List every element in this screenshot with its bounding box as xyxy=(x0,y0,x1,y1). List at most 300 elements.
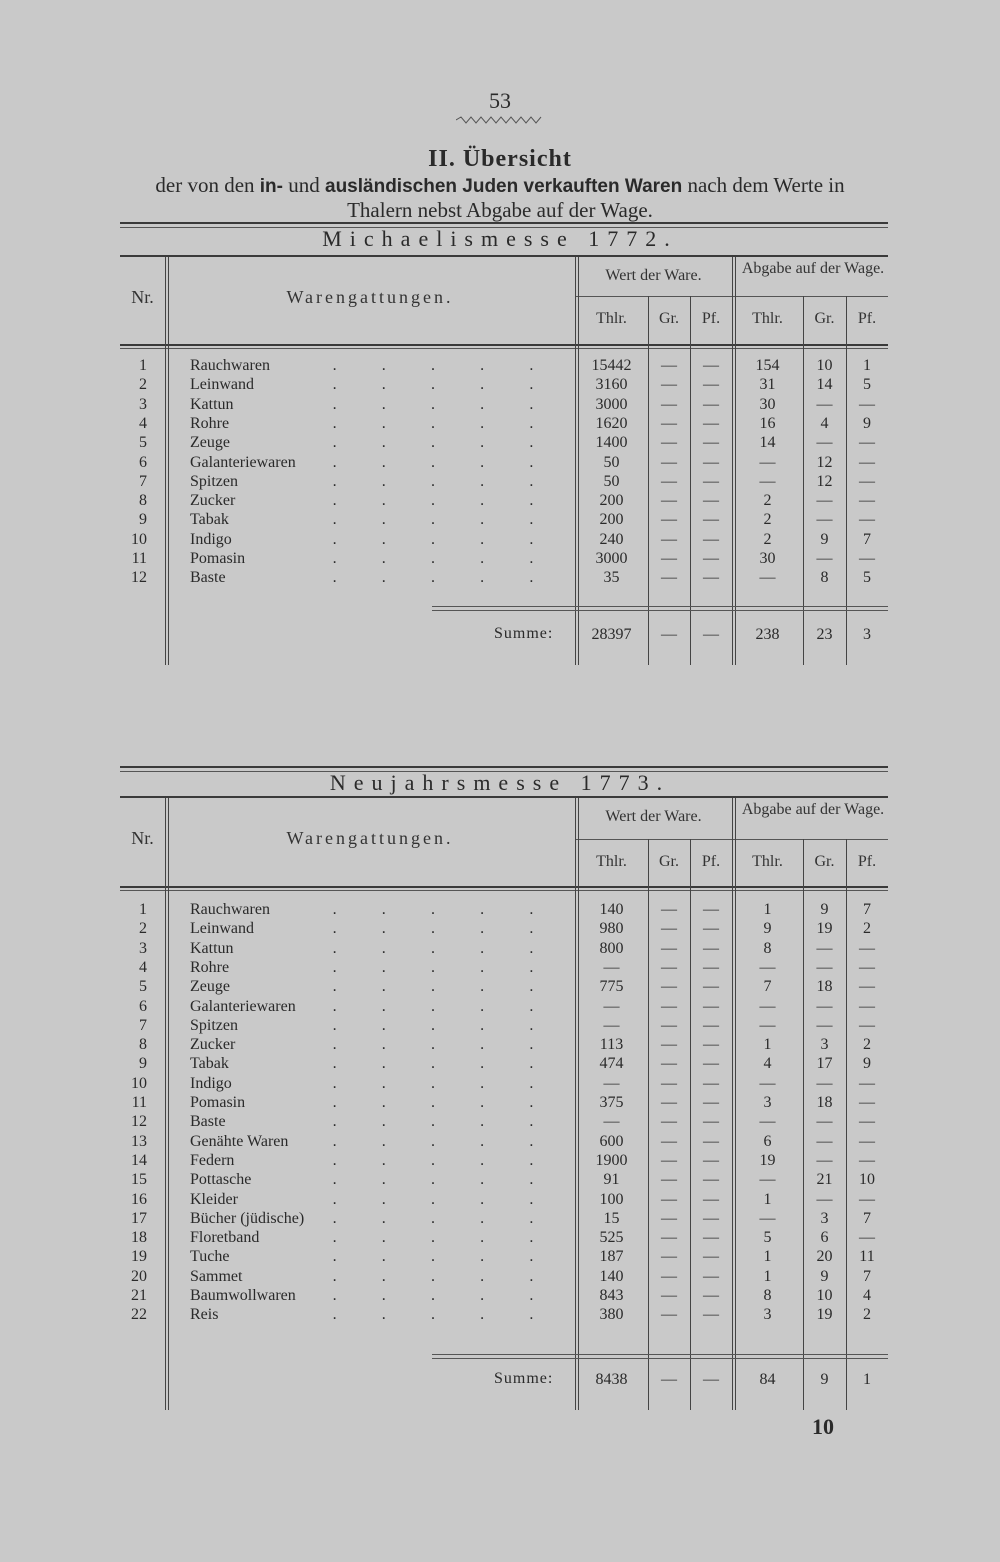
cell-abgabe-thlr: — xyxy=(759,569,776,587)
item-name: Baumwollwaren xyxy=(190,1287,296,1304)
cell-abgabe-thlr: 2 xyxy=(763,511,772,529)
header-top-rule xyxy=(120,796,888,798)
row-number: 1 xyxy=(139,357,147,374)
cell-wert-pf: — xyxy=(703,939,719,957)
cell-abgabe-thlr: 154 xyxy=(755,357,780,374)
cell-abgabe-gr: 12 xyxy=(816,453,833,471)
cell-abgabe-gr: 21 xyxy=(816,1171,833,1189)
item-name: Federn xyxy=(190,1151,235,1169)
cell-wert-pf: — xyxy=(703,1094,719,1111)
cell-abgabe-pf: — xyxy=(859,997,875,1015)
cell-abgabe-pf: — xyxy=(859,1074,875,1092)
cell-abgabe-gr: 14 xyxy=(816,376,833,394)
cell-wert-pf: — xyxy=(703,1016,719,1034)
item-name: Indigo xyxy=(190,530,232,548)
row-number: 7 xyxy=(139,472,147,490)
item-name: Indigo xyxy=(190,1074,232,1092)
cell-abgabe-pf: — xyxy=(859,1132,875,1150)
cell-abgabe-gr: 12 xyxy=(816,472,833,490)
summe-value: 23 xyxy=(816,626,833,643)
cell-abgabe-pf: 2 xyxy=(863,1036,871,1054)
dot-leader: . . . . . xyxy=(332,1113,534,1131)
item-name: Pomasin xyxy=(190,550,246,567)
cell-wert-gr: — xyxy=(661,901,677,918)
cell-abgabe-thlr: — xyxy=(759,997,776,1015)
sum-rule xyxy=(432,606,888,607)
cell-abgabe-gr: 9 xyxy=(820,530,829,548)
column-rule-nr xyxy=(165,257,166,665)
dot-leader: . . . . . xyxy=(332,920,534,938)
dot-leader: . . . . . xyxy=(332,453,534,471)
cell-abgabe-gr: — xyxy=(816,1132,833,1150)
cell-wert-pf: — xyxy=(703,1151,719,1169)
summe-value: — xyxy=(661,1371,677,1388)
row-number: 18 xyxy=(131,1229,147,1247)
row-number: 8 xyxy=(139,492,147,510)
dot-leader: . . . . . xyxy=(332,1055,534,1073)
cell-wert-thlr: 375 xyxy=(599,1094,624,1111)
signature-mark: 10 xyxy=(812,1414,834,1439)
cell-abgabe-thlr: 1 xyxy=(763,1190,772,1208)
cell-wert-pf: — xyxy=(703,1248,719,1266)
item-name: Spitzen xyxy=(190,1016,238,1034)
row-number: 10 xyxy=(131,530,147,548)
cell-wert-gr: — xyxy=(661,357,677,374)
dot-leader: . . . . . xyxy=(332,550,534,567)
row-number: 7 xyxy=(139,1016,147,1034)
row-number: 15 xyxy=(131,1171,147,1189)
cell-wert-pf: — xyxy=(703,530,719,548)
dot-leader: . . . . . xyxy=(332,958,534,976)
row-number: 14 xyxy=(131,1151,147,1169)
summe-value: 9 xyxy=(820,1371,829,1388)
cell-abgabe-pf: — xyxy=(859,1190,875,1208)
cell-wert-gr: — xyxy=(661,1094,677,1111)
item-name: Rauchwaren xyxy=(190,901,270,918)
table-top-rule xyxy=(120,222,888,224)
column-header-pf-abgabe: Pf. xyxy=(857,310,877,327)
header-bottom-rule xyxy=(120,344,888,346)
summe-value: — xyxy=(703,626,719,643)
row-number: 10 xyxy=(131,1074,147,1092)
dot-leader: . . . . . xyxy=(332,1287,534,1304)
cell-abgabe-thlr: 7 xyxy=(763,978,772,996)
summe-value: 238 xyxy=(755,626,780,643)
row-number: 3 xyxy=(139,939,147,957)
cell-wert-gr: — xyxy=(661,939,677,957)
cell-wert-pf: — xyxy=(703,920,719,938)
item-name: Zeuge xyxy=(190,434,230,452)
row-number: 9 xyxy=(139,1055,147,1073)
cell-wert-gr: — xyxy=(661,1267,677,1285)
item-name: Galanteriewaren xyxy=(190,997,296,1015)
cell-wert-thlr: 474 xyxy=(599,1055,624,1073)
dot-leader: . . . . . xyxy=(332,1248,534,1266)
column-header-thlr-abgabe: Thlr. xyxy=(752,853,783,870)
item-name: Spitzen xyxy=(190,472,238,490)
cell-abgabe-gr: — xyxy=(816,958,833,976)
column-header-pf-wert: Pf. xyxy=(701,853,721,870)
cell-abgabe-gr: — xyxy=(816,1190,833,1208)
table-top-rule xyxy=(120,766,888,768)
cell-abgabe-pf: 7 xyxy=(863,530,871,548)
cell-abgabe-gr: 20 xyxy=(816,1248,833,1266)
cell-abgabe-pf: 1 xyxy=(863,357,871,374)
dot-leader: . . . . . xyxy=(332,434,534,452)
fair-title: Neujahrsmesse 1773. xyxy=(329,770,671,795)
cell-wert-gr: — xyxy=(661,492,677,510)
column-header-abgabe: Abgabe auf der Wage. xyxy=(741,801,885,818)
cell-wert-pf: — xyxy=(703,901,719,918)
cell-wert-gr: — xyxy=(661,1113,677,1131)
cell-abgabe-pf: — xyxy=(859,958,875,976)
row-number: 21 xyxy=(131,1287,147,1304)
header-bottom-rule xyxy=(120,886,888,888)
cell-wert-thlr: 15 xyxy=(603,1209,620,1227)
cell-wert-pf: — xyxy=(703,1306,719,1324)
item-name: Zucker xyxy=(190,492,236,510)
cell-wert-thlr: — xyxy=(603,997,620,1015)
dot-leader: . . . . . xyxy=(332,1016,534,1034)
cell-abgabe-gr: — xyxy=(816,434,833,452)
cell-abgabe-pf: 7 xyxy=(863,901,871,918)
cell-abgabe-pf: — xyxy=(859,453,875,471)
cell-abgabe-pf: 7 xyxy=(863,1209,871,1227)
column-rule-nr-double xyxy=(168,798,169,1410)
item-name: Pomasin xyxy=(190,1094,246,1111)
cell-wert-gr: — xyxy=(661,997,677,1015)
cell-abgabe-gr: 9 xyxy=(820,1267,829,1285)
cell-wert-pf: — xyxy=(703,569,719,587)
cell-abgabe-thlr: 16 xyxy=(759,414,776,432)
item-name: Kattun xyxy=(190,939,234,957)
summe-value: 3 xyxy=(863,626,871,643)
cell-wert-thlr: 140 xyxy=(599,901,624,918)
cell-wert-thlr: 3160 xyxy=(595,376,628,394)
cell-abgabe-gr: — xyxy=(816,511,833,529)
heading-subtitle-line: der von den in- und ausländischen Juden verkauften Waren nach dem Werte in xyxy=(155,173,845,197)
cell-abgabe-thlr: 3 xyxy=(763,1306,772,1324)
row-number: 5 xyxy=(139,978,147,996)
cell-abgabe-pf: — xyxy=(859,511,875,529)
cell-abgabe-gr: 6 xyxy=(820,1229,829,1247)
item-name: Floretband xyxy=(190,1229,260,1247)
cell-abgabe-thlr: — xyxy=(759,1016,776,1034)
row-number: 9 xyxy=(139,511,147,529)
row-number: 12 xyxy=(131,569,147,587)
item-name: Genähte Waren xyxy=(190,1132,289,1150)
cell-abgabe-pf: — xyxy=(859,1016,875,1034)
cell-wert-thlr: 91 xyxy=(603,1171,620,1189)
cell-abgabe-pf: — xyxy=(859,1094,875,1111)
cell-abgabe-pf: — xyxy=(859,939,875,957)
cell-wert-thlr: 3000 xyxy=(595,395,628,413)
cell-abgabe-thlr: 1 xyxy=(763,901,772,918)
cell-wert-thlr: 50 xyxy=(603,453,620,471)
dot-leader: . . . . . xyxy=(332,395,534,413)
column-header-thlr-abgabe: Thlr. xyxy=(752,310,783,327)
cell-wert-gr: — xyxy=(661,1132,677,1150)
column-header-wert: Wert der Ware. xyxy=(605,808,702,825)
cell-wert-thlr: 525 xyxy=(599,1229,624,1247)
column-header-pf-wert: Pf. xyxy=(701,310,721,327)
dot-leader: . . . . . xyxy=(332,1036,534,1054)
cell-abgabe-thlr: 8 xyxy=(763,1287,772,1304)
header-top-rule xyxy=(120,255,888,257)
cell-wert-pf: — xyxy=(703,1055,719,1073)
item-name: Leinwand xyxy=(190,920,254,938)
column-header-gr-wert: Gr. xyxy=(659,310,679,327)
cell-abgabe-thlr: 30 xyxy=(759,550,776,567)
dot-leader: . . . . . xyxy=(332,1229,534,1247)
column-header-abgabe: Abgabe auf der Wage. xyxy=(741,260,885,277)
cell-abgabe-pf: 2 xyxy=(863,920,871,938)
dot-leader: . . . . . xyxy=(332,1074,534,1092)
dot-leader: . . . . . xyxy=(332,901,534,918)
cell-wert-thlr: 50 xyxy=(603,472,620,490)
dot-leader: . . . . . xyxy=(332,472,534,490)
cell-abgabe-pf: — xyxy=(859,1113,875,1131)
cell-abgabe-thlr: 4 xyxy=(763,1055,772,1073)
row-number: 1 xyxy=(139,901,147,918)
cell-abgabe-thlr: — xyxy=(759,1171,776,1189)
cell-abgabe-thlr: 8 xyxy=(763,939,772,957)
cell-wert-gr: — xyxy=(661,550,677,567)
dot-leader: . . . . . xyxy=(332,978,534,996)
item-name: Sammet xyxy=(190,1267,243,1285)
dot-leader: . . . . . xyxy=(332,1094,534,1111)
cell-wert-thlr: 1620 xyxy=(595,414,628,432)
cell-wert-pf: — xyxy=(703,1074,719,1092)
dot-leader: . . . . . xyxy=(332,1151,534,1169)
cell-wert-gr: — xyxy=(661,1171,677,1189)
summe-label: Summe: xyxy=(494,1370,554,1387)
dot-leader: . . . . . xyxy=(332,1209,534,1227)
cell-wert-gr: — xyxy=(661,1036,677,1054)
cell-wert-pf: — xyxy=(703,395,719,413)
cell-wert-pf: — xyxy=(703,376,719,394)
cell-wert-pf: — xyxy=(703,1287,719,1304)
cell-abgabe-pf: 11 xyxy=(859,1248,875,1266)
cell-wert-pf: — xyxy=(703,434,719,452)
cell-wert-pf: — xyxy=(703,414,719,432)
item-name: Tabak xyxy=(190,511,229,529)
cell-abgabe-pf: — xyxy=(859,395,875,413)
item-name: Baste xyxy=(190,569,226,587)
item-name: Zucker xyxy=(190,1036,236,1054)
column-header-warengattungen: Warengattungen. xyxy=(286,828,454,848)
cell-abgabe-pf: 10 xyxy=(859,1171,875,1189)
column-header-thlr-wert: Thlr. xyxy=(596,310,627,327)
summe-value: — xyxy=(703,1371,719,1388)
cell-abgabe-pf: 4 xyxy=(863,1287,871,1304)
summe-label: Summe: xyxy=(494,625,554,642)
item-name: Zeuge xyxy=(190,978,230,996)
column-header-wert: Wert der Ware. xyxy=(605,267,702,284)
cell-wert-thlr: 200 xyxy=(599,511,624,529)
dot-leader: . . . . . xyxy=(332,1306,534,1324)
cell-abgabe-gr: — xyxy=(816,1113,833,1131)
dot-leader: . . . . . xyxy=(332,492,534,510)
item-name: Kleider xyxy=(190,1190,238,1208)
summe-value: 1 xyxy=(863,1371,871,1388)
dot-leader: . . . . . xyxy=(332,939,534,957)
cell-wert-thlr: — xyxy=(603,958,620,976)
cell-abgabe-gr: 18 xyxy=(816,978,833,996)
cell-wert-gr: — xyxy=(661,1055,677,1073)
cell-wert-gr: — xyxy=(661,1074,677,1092)
cell-abgabe-pf: 9 xyxy=(863,1055,871,1073)
cell-wert-gr: — xyxy=(661,1190,677,1208)
sum-rule-thin xyxy=(432,610,888,611)
cell-abgabe-pf: 2 xyxy=(863,1306,871,1324)
cell-wert-thlr: 35 xyxy=(603,569,620,587)
cell-wert-thlr: 100 xyxy=(599,1190,624,1208)
cell-abgabe-pf: — xyxy=(859,492,875,510)
cell-abgabe-thlr: 30 xyxy=(759,395,776,413)
column-rule-nr-double xyxy=(168,257,169,665)
cell-wert-gr: — xyxy=(661,1287,677,1304)
item-name: Tabak xyxy=(190,1055,229,1073)
cell-wert-gr: — xyxy=(661,376,677,394)
cell-wert-thlr: — xyxy=(603,1074,620,1092)
cell-wert-thlr: 1900 xyxy=(595,1151,628,1169)
cell-abgabe-thlr: — xyxy=(759,958,776,976)
cell-wert-gr: — xyxy=(661,1306,677,1324)
cell-abgabe-pf: — xyxy=(859,1229,875,1247)
dot-leader: . . . . . xyxy=(332,1132,534,1150)
cell-wert-pf: — xyxy=(703,453,719,471)
cell-abgabe-thlr: 14 xyxy=(759,434,776,452)
row-number: 2 xyxy=(139,920,147,938)
cell-wert-thlr: 187 xyxy=(599,1248,624,1266)
row-number: 16 xyxy=(131,1190,147,1208)
column-header-thlr-wert: Thlr. xyxy=(596,853,627,870)
cell-wert-pf: — xyxy=(703,978,719,996)
cell-wert-gr: — xyxy=(661,569,677,587)
header-bottom-rule-thin xyxy=(120,348,888,349)
cell-abgabe-thlr: 1 xyxy=(763,1036,772,1054)
cell-wert-thlr: 980 xyxy=(599,920,624,938)
summe-value: 8438 xyxy=(595,1371,628,1388)
row-number: 12 xyxy=(131,1113,147,1131)
cell-abgabe-pf: — xyxy=(859,550,875,567)
cell-abgabe-gr: 9 xyxy=(820,901,829,918)
cell-abgabe-thlr: — xyxy=(759,453,776,471)
cell-wert-gr: — xyxy=(661,414,677,432)
cell-wert-thlr: 140 xyxy=(599,1267,624,1285)
cell-abgabe-gr: — xyxy=(816,1016,833,1034)
cell-abgabe-gr: 3 xyxy=(820,1209,829,1227)
cell-abgabe-thlr: — xyxy=(759,1209,776,1227)
cell-abgabe-thlr: — xyxy=(759,1113,776,1131)
row-number: 11 xyxy=(131,1094,147,1111)
dot-leader: . . . . . xyxy=(332,1267,534,1285)
summe-value: 28397 xyxy=(591,626,632,643)
item-name: Rohre xyxy=(190,414,230,432)
summe-value: — xyxy=(661,626,677,643)
cell-wert-pf: — xyxy=(703,550,719,567)
row-number: 19 xyxy=(131,1248,147,1266)
cell-abgabe-pf: 5 xyxy=(863,376,871,394)
cell-abgabe-thlr: 2 xyxy=(763,492,772,510)
dot-leader: . . . . . xyxy=(332,414,534,432)
cell-abgabe-thlr: — xyxy=(759,472,776,490)
heading-subtitle-line2: Thalern nebst Abgabe auf der Wage. xyxy=(347,198,653,222)
cell-abgabe-gr: 19 xyxy=(816,920,833,938)
dot-leader: . . . . . xyxy=(332,1190,534,1208)
cell-wert-pf: — xyxy=(703,1190,719,1208)
cell-wert-gr: — xyxy=(661,1151,677,1169)
cell-abgabe-gr: — xyxy=(816,939,833,957)
row-number: 5 xyxy=(139,434,147,452)
cell-wert-thlr: — xyxy=(603,1016,620,1034)
cell-wert-thlr: 843 xyxy=(599,1287,624,1304)
cell-abgabe-pf: — xyxy=(859,1151,875,1169)
row-number: 11 xyxy=(131,550,147,567)
cell-wert-thlr: 380 xyxy=(599,1306,624,1324)
cell-wert-gr: — xyxy=(661,958,677,976)
cell-abgabe-pf: 7 xyxy=(863,1267,871,1285)
cell-wert-pf: — xyxy=(703,1132,719,1150)
row-number: 20 xyxy=(131,1267,147,1285)
cell-abgabe-gr: 4 xyxy=(820,414,829,432)
cell-wert-gr: — xyxy=(661,511,677,529)
cell-wert-pf: — xyxy=(703,1209,719,1227)
row-number: 13 xyxy=(131,1132,147,1150)
cell-wert-gr: — xyxy=(661,920,677,938)
cell-abgabe-gr: 10 xyxy=(816,357,833,374)
cell-wert-gr: — xyxy=(661,1229,677,1247)
cell-abgabe-gr: — xyxy=(816,1074,833,1092)
row-number: 4 xyxy=(139,414,147,432)
cell-abgabe-gr: 3 xyxy=(820,1036,829,1054)
cell-abgabe-gr: — xyxy=(816,1151,833,1169)
header-bottom-rule-thin xyxy=(120,890,888,891)
item-name: Galanteriewaren xyxy=(190,453,296,471)
cell-wert-thlr: 240 xyxy=(599,530,624,548)
item-name: Pottasche xyxy=(190,1171,252,1189)
cell-abgabe-gr: 10 xyxy=(816,1287,833,1304)
row-number: 6 xyxy=(139,453,147,471)
cell-wert-pf: — xyxy=(703,511,719,529)
cell-wert-thlr: 3000 xyxy=(595,550,628,567)
dot-leader: . . . . . xyxy=(332,569,534,587)
cell-abgabe-thlr: 1 xyxy=(763,1267,772,1285)
cell-abgabe-thlr: 2 xyxy=(763,530,772,548)
cell-wert-pf: — xyxy=(703,1229,719,1247)
cell-wert-gr: — xyxy=(661,453,677,471)
item-name: Bücher (jüdische) xyxy=(190,1209,305,1227)
cell-abgabe-pf: 5 xyxy=(863,569,871,587)
item-name: Reis xyxy=(190,1306,219,1324)
column-header-gr-abgabe: Gr. xyxy=(814,853,835,870)
decorative-squiggle xyxy=(456,116,546,124)
cell-wert-gr: — xyxy=(661,395,677,413)
cell-abgabe-thlr: 19 xyxy=(759,1151,776,1169)
cell-abgabe-pf: 9 xyxy=(863,414,871,432)
dot-leader: . . . . . xyxy=(332,530,534,548)
row-number: 6 xyxy=(139,997,147,1015)
cell-wert-gr: — xyxy=(661,1248,677,1266)
page-number: 53 xyxy=(489,88,511,113)
column-header-nr: Nr. xyxy=(131,828,154,848)
column-header-gr-wert: Gr. xyxy=(659,853,679,870)
cell-wert-pf: — xyxy=(703,1267,719,1285)
cell-wert-thlr: 1400 xyxy=(595,434,628,452)
cell-wert-thlr: 600 xyxy=(599,1132,624,1150)
item-name: Leinwand xyxy=(190,376,254,394)
